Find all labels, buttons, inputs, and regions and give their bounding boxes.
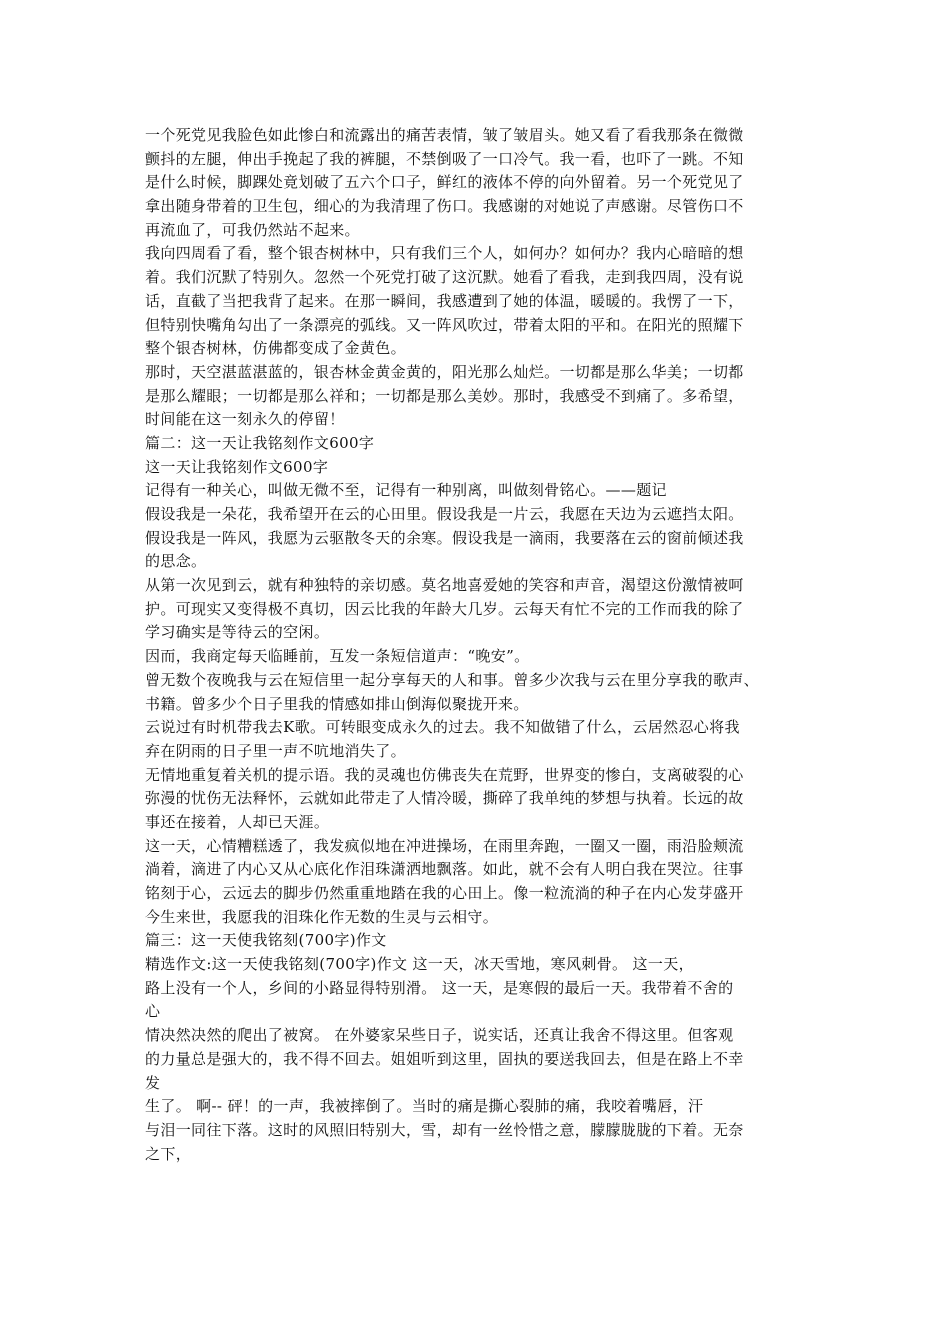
text-line: 淌着，滴进了内心又从心底化作泪珠潇洒地飘落。如此，就不会有人明白我在哭泣。往事 (145, 860, 744, 879)
text-line: 这一天让我铭刻作文600字 (145, 457, 329, 476)
text-line: 拿出随身带着的卫生包，细心的为我清理了伤口。我感谢的对她说了声感谢。尽管伤口不 (145, 197, 744, 216)
text-line: 与泪一同往下落。这时的风照旧特别大，雪，却有一丝怜惜之意，朦朦胧胧的下着。无奈 (145, 1120, 744, 1139)
text-line: 铭刻于心，云远去的脚步仍然重重地踏在我的心田上。像一粒流淌的种子在内心发芽盛开 (145, 884, 744, 902)
text-line: 今生来世，我愿我的泪珠化作无数的生灵与云相守。 (145, 907, 499, 926)
text-line: 话，直截了当把我背了起来。在那一瞬间，我感遭到了她的体温，暖暖的。我愣了一下， (145, 291, 744, 310)
text-line: 时间能在这一刻永久的停留！ (145, 410, 345, 429)
text-line: 再流血了，可我仍然站不起来。 (145, 220, 360, 239)
text-line: 我向四周看了看，整个银杏树林中，只有我们三个人，如何办？如何办？我内心暗暗的想 (145, 244, 744, 263)
text-line: 护。可现实又变得极不真切，因云比我的年龄大几岁。云每天有忙不完的工作而我的除了 (145, 599, 744, 618)
text-line: 书籍。曾多少个日子里我的情感如排山倒海似聚拢开来。 (145, 694, 529, 713)
text-line: 发 (145, 1073, 161, 1092)
text-line: 颤抖的左腿，伸出手挽起了我的裤腿，不禁倒吸了一口冷气。我一看，也吓了一跳。不知 (145, 149, 744, 168)
text-line: 精选作文:这一天使我铭刻(700字)作文 这一天，冰天雪地，寒风刺骨。 这一天， (145, 955, 694, 974)
text-line: 生了。 啊-- 砰！的一声，我被摔倒了。当时的痛是撕心裂肺的痛，我咬着嘴唇，汗 (145, 1097, 704, 1116)
text-line: 的力量总是强大的，我不得不回去。姐姐听到这里，固执的要送我回去，但是在路上不幸 (145, 1049, 744, 1068)
text-line: 这一天，心情糟糕透了，我发疯似地在冲进操场，在雨里奔跑，一圈又一圈，雨沿脸颊流 (145, 836, 744, 855)
text-line: 那时，天空湛蓝湛蓝的，银杏林金黄金黄的，阳光那么灿烂。一切都是那么华美；一切都 (145, 362, 744, 381)
text-line: 心 (145, 1002, 161, 1021)
text-line: 云说过有时机带我去K歌。可转眼变成永久的过去。我不知做错了什么，云居然忍心将我 (145, 718, 740, 737)
text-line: 路上没有一个人，乡间的小路显得特别滑。 这一天，是寒假的最后一天。我带着不舍的 (145, 978, 734, 997)
text-line: 曾无数个夜晚我与云在短信里一起分享每天的人和事。曾多少次我与云在里分享我的歌声、 (145, 670, 760, 689)
document-body (145, 124, 810, 1166)
text-line: 是那么耀眼；一切都是那么祥和；一切都是那么美妙。那时，我感受不到痛了。多希望， (145, 386, 744, 405)
text-line: 是什么时候，脚踝处竟划破了五六个口子，鲜红的液体不停的向外留着。另一个死党见了 (145, 173, 744, 192)
text-line: 之下， (145, 1144, 192, 1163)
text-line: 学习确实是等待云的空闲。 (145, 623, 330, 642)
text-line: 从第一次见到云，就有种独特的亲切感。莫名地喜爱她的笑容和声音，渴望这份激情被呵 (145, 576, 744, 595)
text-line: 假设我是一朵花，我希望开在云的心田里。假设我是一片云，我愿在天边为云遮挡太阳。 (145, 505, 744, 523)
text-line: 一个死党见我脸色如此惨白和流露出的痛苦表情，皱了皱眉头。她又看了看我那条在微微 (145, 126, 744, 144)
text-line: 的思念。 (145, 552, 207, 571)
text-line: 篇二：这一天让我铭刻作文600字 (145, 433, 375, 452)
text-line: 假设我是一阵风，我愿为云驱散冬天的余寒。假设我是一滴雨，我要落在云的窗前倾述我 (145, 528, 744, 547)
text-line: 因而，我商定每天临睡前，互发一条短信道声：“晚安”。 (145, 647, 530, 666)
text-line: 但特别快嘴角勾出了一条漂亮的弧线。又一阵风吹过，带着太阳的平和。在阳光的照耀下 (145, 315, 744, 334)
text-line: 事还在接着，人却已天涯。 (145, 812, 330, 831)
text-line: 情决然决然的爬出了被窝。 在外婆家呆些日子，说实话，还真让我舍不得这里。但客观 (145, 1026, 734, 1045)
text-line: 着。我们沉默了特别久。忽然一个死党打破了这沉默。她看了看我，走到我四周，没有说 (145, 268, 744, 287)
text-line: 弥漫的忧伤无法释怀，云就如此带走了人情冷暖，撕碎了我单纯的梦想与执着。长远的故 (145, 789, 744, 808)
text-line: 弃在阴雨的日子里一声不吭地消失了。 (145, 741, 406, 760)
text-line: 记得有一种关心，叫做无微不至，记得有一种别离，叫做刻骨铭心。——题记 (145, 481, 667, 500)
text-line: 无情地重复着关机的提示语。我的灵魂也仿佛丧失在荒野，世界变的惨白，支离破裂的心 (145, 765, 744, 784)
text-line: 整个银杏树林，仿佛都变成了金黄色。 (145, 339, 406, 358)
text-line: 篇三：这一天使我铭刻(700字)作文 (145, 931, 387, 950)
